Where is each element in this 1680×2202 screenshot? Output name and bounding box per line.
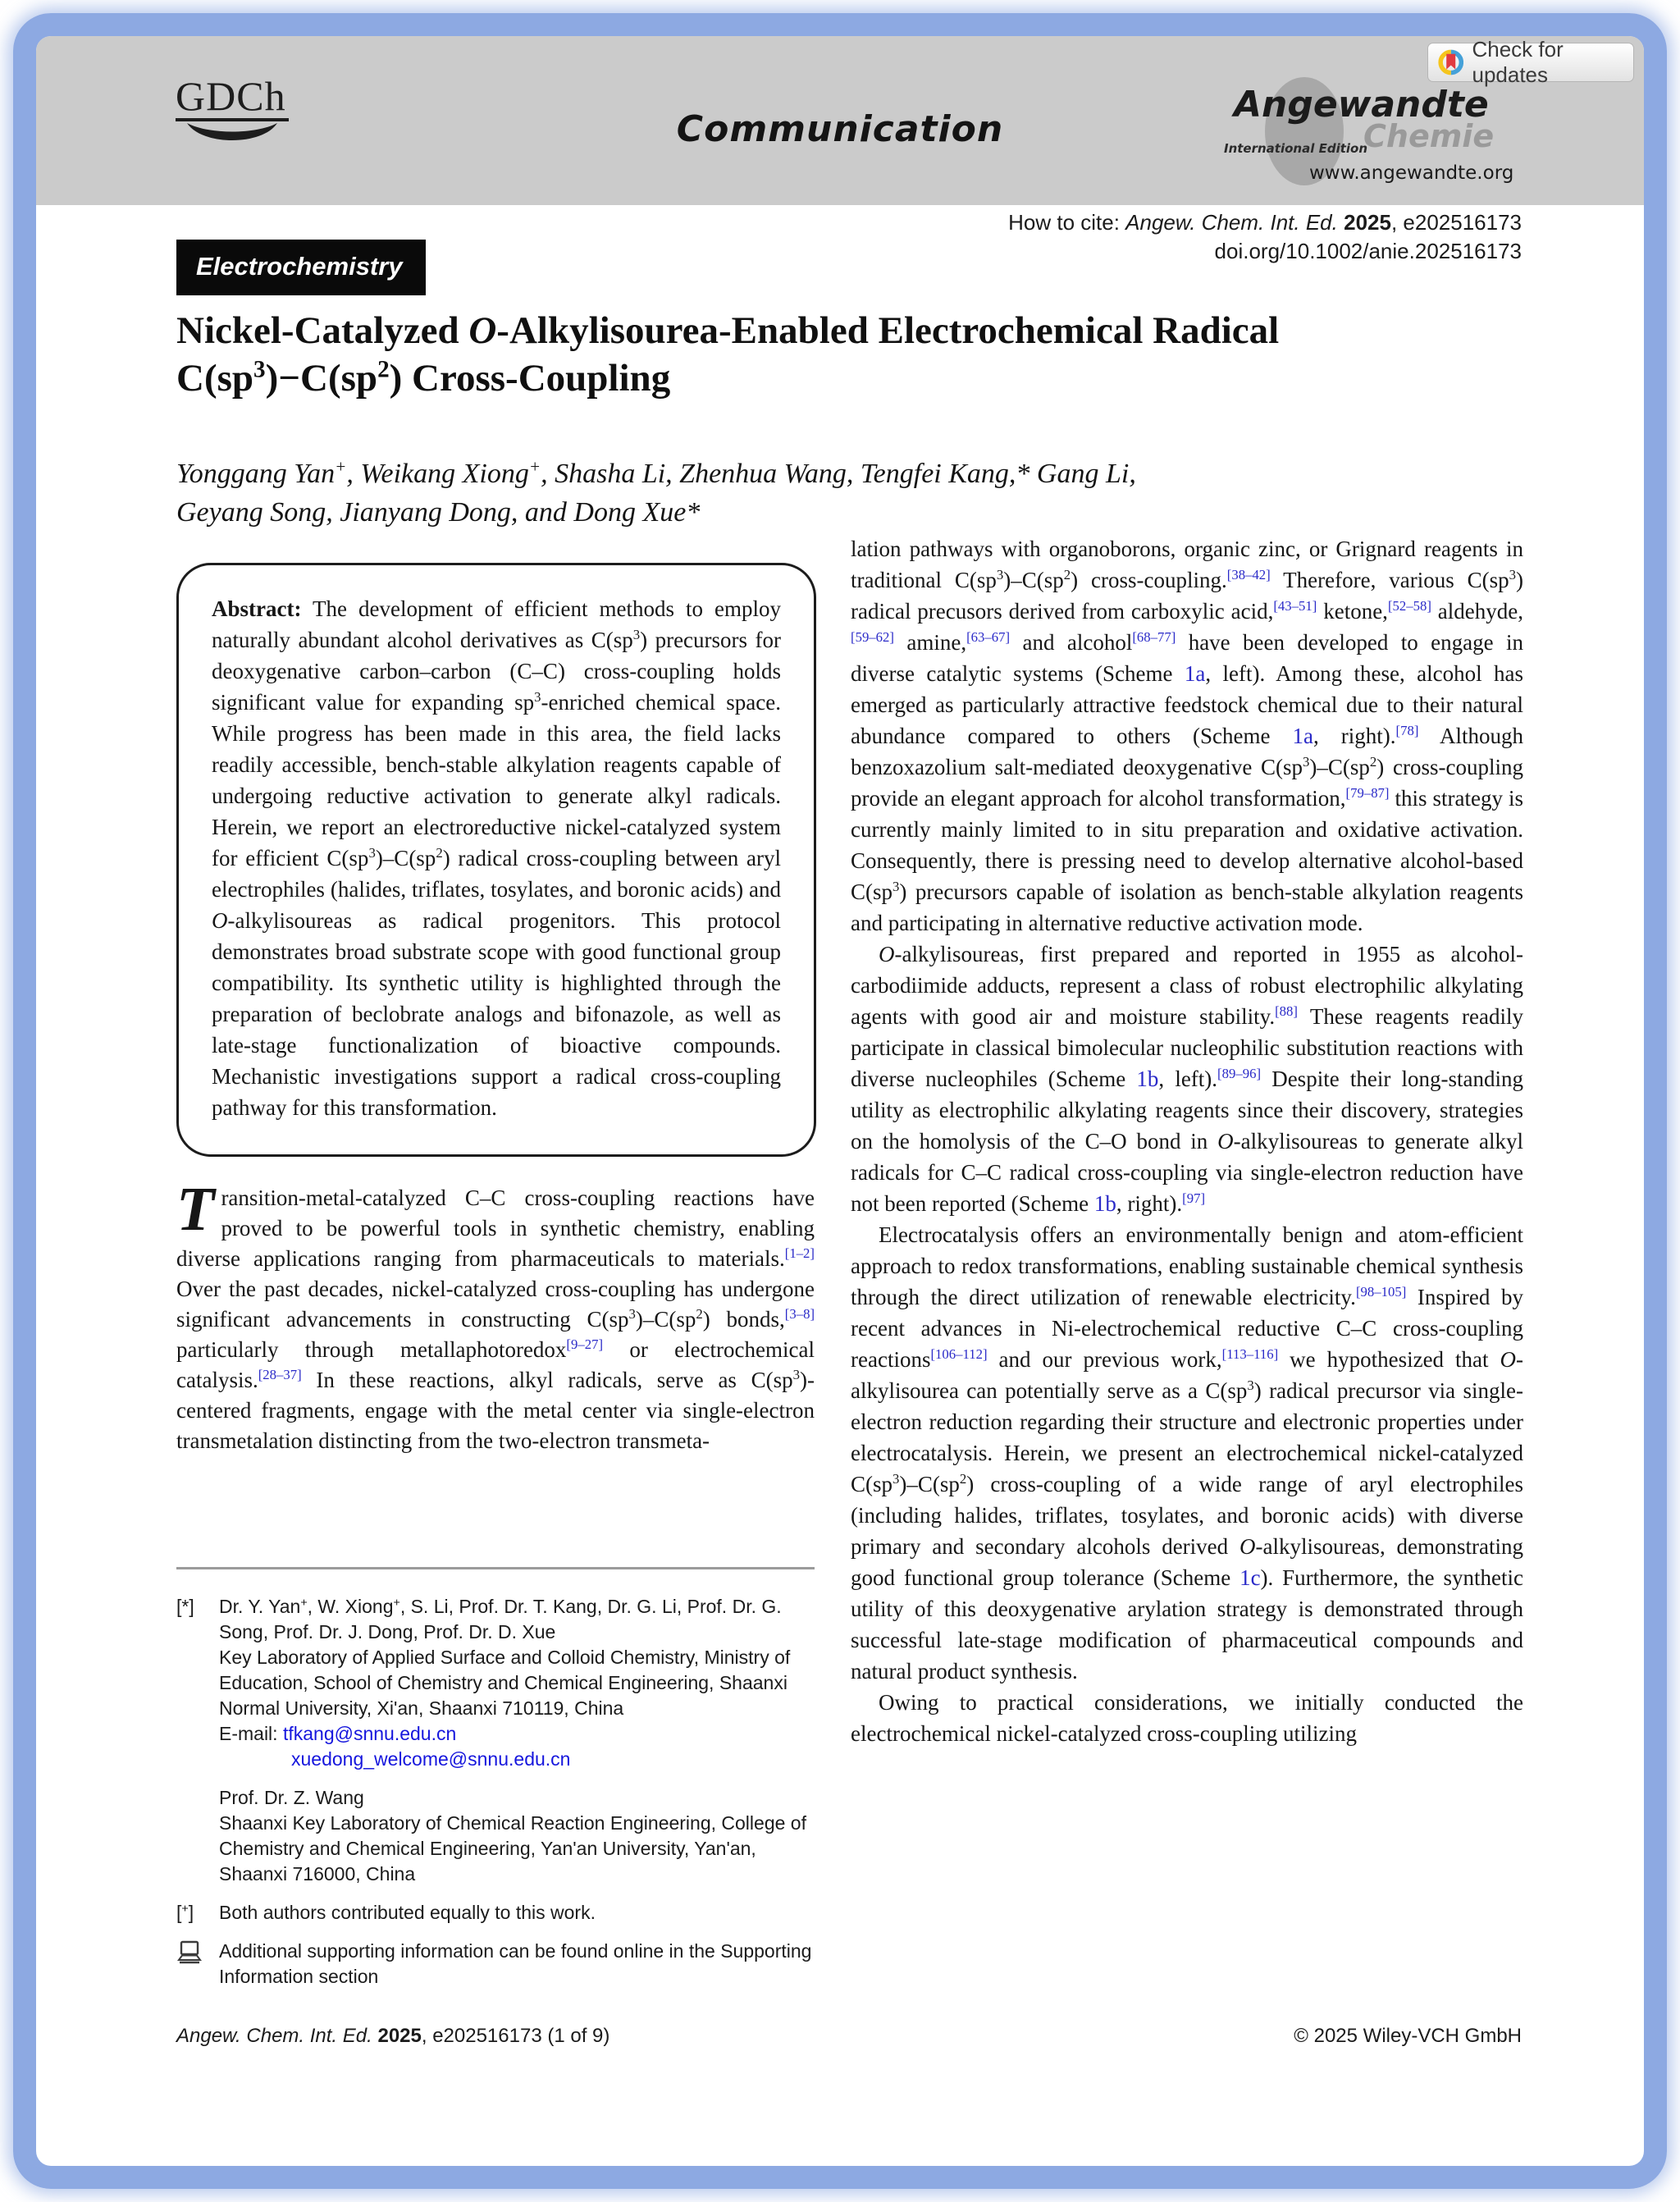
check-for-updates-label: Check for updates — [1472, 37, 1564, 87]
chemie-wordmark: Chemie — [1363, 118, 1495, 154]
footnote-plus-label: [+] — [176, 1902, 194, 1923]
footnote-star-label: [*] — [176, 1596, 194, 1617]
angewandte-logo — [1211, 72, 1605, 203]
citation-info — [1008, 208, 1522, 266]
title-line-2: $C(sp^3)-C(sp^2)$ Cross-Coupling — [176, 356, 671, 400]
authors-line-2: Geyang Song, Jianyang Dong, and Dong Xue* — [176, 497, 701, 528]
footnote-author-2 — [176, 1785, 815, 1887]
body-paragraph-3: O-alkylisoureas, first prepared and reported in 1955 as alcohol-carbodiimide adducts, represent a class of robust electrophilic alkylating agents with good air and moisture stability.[88] These reagents readily participate in classical bimolecular nucleophilic substitution reactions with diverse nucleophiles (Scheme 1b, left).[89–96] Despite their long-standing utility as electrophilic alkylating reagents since their discovery, strategies on the homolysis of the C–O bond in O-alkylisoureas to generate alkyl radicals for C–C radical cross-coupling via single-electron reduction have not been reported (Scheme 1b, right).[97] — [851, 942, 1523, 1216]
angewandte-wordmark: Angewandte — [1234, 84, 1489, 126]
title-line-1: Nickel-Catalyzed O-Alkylisourea-Enabled Electrochemical Radical — [176, 309, 1280, 352]
footnote-authors — [176, 1594, 815, 1645]
equal-contribution-text: Both authors contributed equally to this work. — [219, 1902, 596, 1923]
footnote-author-names: Dr. Y. Yan+, W. Xiong+, S. Li, Prof. Dr. T. Kang, Dr. G. Li, Prof. Dr. G. Song, Prof. Dr. J. Dong, Prof. Dr. D. Xue — [219, 1596, 782, 1642]
second-author-name: Prof. Dr. Z. Wang — [219, 1787, 364, 1808]
footer-copyright: © 2025 Wiley-VCH GmbH — [1294, 2025, 1522, 2047]
supporting-info-text: Additional supporting information can be found online in the Supporting Information section — [219, 1940, 812, 1987]
abstract-box — [176, 563, 816, 1157]
page-title — [176, 307, 1505, 402]
footnote-email-2 — [176, 1747, 815, 1772]
angewandte-url[interactable]: www.angewandte.org — [1309, 162, 1514, 184]
abstract-text: Abstract: The development of efficient methods to employ naturally abundant alcohol derivatives as $C(sp^3)$ precursors for deoxygenative carbon–carbon (C–C) cross-coupling holds significant value for expanding $sp^3$-enriched chemical space. While progress has been made in this area, the field lacks readily accessible, bench-stable alkylation reagents capable of undergoing reductive activation to generate alkyl radicals. Herein, we report an electroreductive nickel-catalyzed system for efficient $C(sp^3)-C(sp^2)$ radical cross-coupling between aryl electrophiles (halides, triflates, tosylates, and boronic acids) and O-alkylisoureas as radical progenitors. This protocol demonstrates broad substrate scope with good functional group compatibility. Its synthetic utility is highlighted through the preparation of beclobrate analogs and bifonazole, as well as late-stage functionalization of bioactive compounds. Mechanistic investigations support a radical cross-coupling pathway for this transformation. — [212, 596, 781, 1120]
body-left-column — [176, 1175, 815, 1456]
check-for-updates-button[interactable] — [1427, 37, 1634, 87]
laptop-icon — [176, 1939, 219, 1990]
email-link-2[interactable]: xuedong_welcome@snnu.edu.cn — [291, 1748, 571, 1770]
authors-line-1: Yonggang Yan+, Weikang Xiong+, Shasha Li, Zhenhua Wang, Tengfei Kang,* Gang Li, — [176, 456, 1136, 489]
article-type-header: Communication — [676, 108, 1004, 150]
crossmark-icon — [1438, 48, 1463, 77]
body-paragraph-2: lation pathways with organoborons, organic zinc, or Grignard reagents in traditional $C(sp^3)-C(sp^2)$ cross-coupling.[38–42] Therefore, various $C(sp^3)$ radical precusors derived from carboxylic acid,[43–51] ketone,[52–58] aldehyde,[59–62] amine,[63–67] and alcohol[68–77] have been developed to engage in diverse catalytic systems (Scheme 1a, left). Among these, alcohol has emerged as particularly attractive feedstock chemical due to their natural abundance compared to others (Scheme 1a, right).[78] Although benzoxazolium salt-mediated deoxygenative $C(sp^3)-C(sp^2)$ cross-coupling provide an elegant approach for alcohol transformation,[79–87] this strategy is currently mainly limited to in situ preparation and oxidative activation. Consequently, there is pressing need to develop alternative alcohol-based $C(sp^3)$ precursors capable of isolation as bench-stable alkylation reagents and participating in alternative reductive activation mode. — [851, 537, 1524, 935]
doi-link[interactable]: doi.org/10.1002/anie.202516173 — [1214, 239, 1522, 263]
dropcap: T — [176, 1175, 215, 1244]
author-list — [176, 455, 1505, 532]
affiliation-2-text: Shaanxi Key Laboratory of Chemical Reaction Engineering, College of Chemistry and Chemical Engineering, Yan'an University, Yan'an, Shaanxi 716000, China — [219, 1812, 806, 1884]
cite-line: How to cite: Angew. Chem. Int. Ed. 2025, e202516173 — [1008, 210, 1522, 235]
footnote-email-1 — [176, 1721, 815, 1747]
footnote-equal-contribution — [176, 1900, 815, 1926]
footnote-supporting-info — [176, 1939, 815, 1990]
page-content — [36, 36, 1644, 2166]
international-edition-label: International Edition — [1224, 141, 1368, 156]
gdch-logo-text: GDCh — [176, 74, 286, 119]
body-paragraph-5: Owing to practical considerations, we initially conducted the electrochemical nickel-catalyzed cross-coupling utilizing — [851, 1690, 1523, 1746]
email-link-1[interactable]: tfkang@snnu.edu.cn — [282, 1723, 457, 1744]
footnote-affiliation-1 — [176, 1645, 815, 1721]
affiliation-1-text: Key Laboratory of Applied Surface and Colloid Chemistry, Ministry of Education, School of Chemistry and Chemical Engineering, Shaanxi Normal University, Xi'an, Shaanxi 710119, China — [219, 1647, 791, 1719]
footnote-divider — [176, 1567, 815, 1569]
body-right-column — [851, 533, 1523, 1749]
header-band — [36, 36, 1644, 205]
subject-badge: Electrochemistry — [176, 240, 426, 295]
body-paragraph-1: ransition-metal-catalyzed C–C cross-coupling reactions have proved to be powerful tools in synthetic chemistry, enabling diverse applications ranging from pharmaceuticals to materials.[1–2] Over the past decades, nickel-catalyzed cross-coupling has undergone significant advancements in constructing $C(sp^3)-C(sp^2)$ bonds,[3–8] particularly through metallaphotoredox[9–27] or electrochemical catalysis.[28–37] In these reactions, alkyl radicals, serve as $C(sp^3)$-centered fragments, engage with the metal center via single-electron transmetalation distincting from the two-electron transmeta- — [176, 1186, 815, 1453]
email-label: E-mail: — [219, 1723, 283, 1744]
body-paragraph-4: Electrocatalysis offers an environmentally benign and atom-efficient approach to redox transformations, enabling sustainable chemical synthesis through the direct utilization of renewable electricity.[98–105] Inspired by recent advances in Ni-electrochemical reductive C–C cross-coupling reactions[106–112] and our previous work,[113–116] we hypothesized that O-alkylisourea can potentially serve as a $C(sp^3)$ radical precursor via single-electron reduction regarding their structure and electronic properties under electrocatalysis. Herein, we present an electrochemical nickel-catalyzed $C(sp^3)-C(sp^2)$ cross-coupling of a wide range of aryl electrophiles (including halides, triflates, tosylates, and boronic acids) with diverse primary and secondary alcohols derived O-alkylisoureas, demonstrating good functional group tolerance (Scheme 1c). Furthermore, the synthetic utility of this deoxygenative arylation strategy is demonstrated through successful late-stage modification of pharmaceutical compounds and natural product synthesis. — [851, 1222, 1523, 1683]
footer-citation: Angew. Chem. Int. Ed. 2025, e202516173 (1 of 9) — [176, 2025, 610, 2047]
footnotes — [176, 1567, 815, 1990]
